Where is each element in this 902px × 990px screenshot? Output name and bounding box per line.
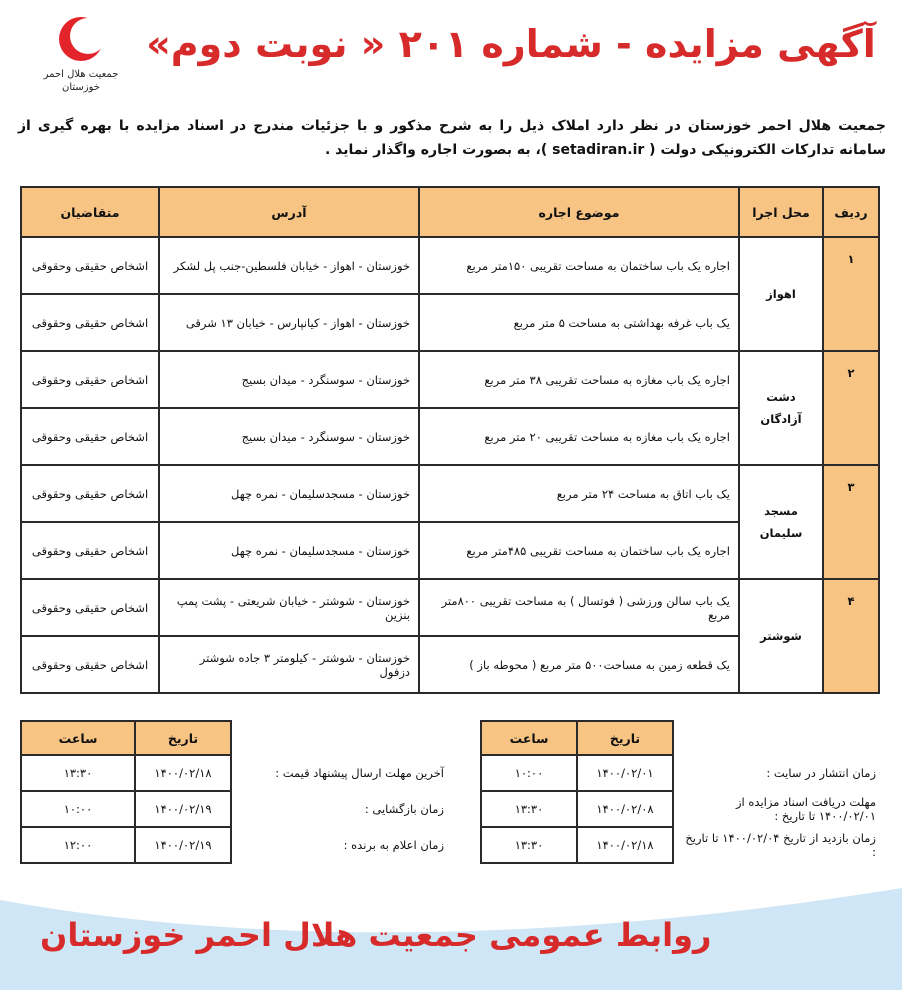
subject-cell: یک باب اتاق به مساحت ۲۴ متر مربع bbox=[419, 465, 739, 522]
header-address: آدرس bbox=[159, 187, 419, 237]
table-row bbox=[21, 579, 879, 636]
radif-cell: ۴ bbox=[823, 579, 879, 693]
address-cell: خوزستان - اهواز - خیابان فلسطین-جنب پل لشکر bbox=[159, 237, 419, 294]
logo bbox=[38, 14, 124, 94]
applicants-cell: اشخاص حقیقی وحقوقی bbox=[21, 636, 159, 693]
schedule-date-header: تاریخ bbox=[135, 721, 231, 755]
applicants-cell: اشخاص حقیقی وحقوقی bbox=[21, 408, 159, 465]
subject-cell: اجاره یک باب ساختمان به مساحت تقریبی ۴۸۵متر مربع bbox=[419, 522, 739, 579]
place-label-line2: آزادگان bbox=[760, 412, 802, 426]
schedule-date-header: تاریخ bbox=[577, 721, 673, 755]
schedule-row bbox=[21, 827, 450, 863]
radif-cell: ۲ bbox=[823, 351, 879, 465]
schedule-table-right bbox=[480, 720, 882, 864]
place-label-line2: سلیمان bbox=[759, 526, 803, 540]
address-cell: خوزستان - سوسنگرد - میدان بسیج bbox=[159, 351, 419, 408]
schedule-time: ۱۳:۳۰ bbox=[21, 755, 135, 791]
logo-org-line2: خوزستان bbox=[62, 82, 100, 93]
table-header-row bbox=[21, 187, 879, 237]
subject-cell: یک باب سالن ورزشی ( فوتسال ) به مساحت تقریبی ۸۰۰متر مربع bbox=[419, 579, 739, 636]
table-row bbox=[21, 351, 879, 408]
table-row bbox=[21, 465, 879, 522]
address-cell: خوزستان - اهواز - کیانپارس - خیابان ۱۳ شرقی bbox=[159, 294, 419, 351]
red-crescent-icon bbox=[56, 14, 106, 64]
schedule-time: ۱۲:۰۰ bbox=[21, 827, 135, 863]
place-cell bbox=[739, 579, 823, 693]
address-cell: خوزستان - مسجدسلیمان - نمره چهل bbox=[159, 522, 419, 579]
schedule-date: ۱۴۰۰/۰۲/۱۸ bbox=[135, 755, 231, 791]
schedule-header-row bbox=[481, 721, 882, 755]
schedule-time-header: ساعت bbox=[21, 721, 135, 755]
schedule-label: زمان بازدید از تاریخ ۱۴۰۰/۰۲/۰۴ تا تاریخ : bbox=[685, 831, 876, 859]
applicants-cell: اشخاص حقیقی وحقوقی bbox=[21, 294, 159, 351]
header-radif: ردیف bbox=[823, 187, 879, 237]
schedule-row bbox=[21, 755, 450, 791]
place-label: شوشتر bbox=[760, 629, 802, 643]
schedule-label: زمان انتشار در سایت : bbox=[766, 766, 876, 780]
schedule-row bbox=[21, 791, 450, 827]
schedule-header-row bbox=[21, 721, 450, 755]
applicants-cell: اشخاص حقیقی وحقوقی bbox=[21, 465, 159, 522]
schedule-date: ۱۴۰۰/۰۲/۱۹ bbox=[135, 791, 231, 827]
schedule-label: زمان اعلام به برنده : bbox=[343, 838, 444, 852]
subject-cell: اجاره یک باب ساختمان به مساحت تقریبی ۱۵۰متر مربع bbox=[419, 237, 739, 294]
schedule-blank-header bbox=[231, 721, 450, 755]
footer-text: روابط عمومی جمعیت هلال احمر خوزستان bbox=[40, 916, 712, 954]
schedule-row bbox=[481, 791, 882, 827]
schedule-date: ۱۴۰۰/۰۲/۰۸ bbox=[577, 791, 673, 827]
place-cell bbox=[739, 351, 823, 465]
schedule-time: ۱۰:۰۰ bbox=[21, 791, 135, 827]
auction-table bbox=[20, 186, 880, 694]
applicants-cell: اشخاص حقیقی وحقوقی bbox=[21, 237, 159, 294]
subject-cell: یک قطعه زمین به مساحت۵۰۰ متر مربع ( محوطه باز ) bbox=[419, 636, 739, 693]
schedule-time: ۱۰:۰۰ bbox=[481, 755, 577, 791]
address-cell: خوزستان - شوشتر - کیلومتر ۳ جاده شوشتر دزفول bbox=[159, 636, 419, 693]
radif-cell: ۳ bbox=[823, 465, 879, 579]
logo-org-line1: جمعیت هلال احمر bbox=[43, 69, 119, 80]
subject-cell: یک باب غرفه بهداشتی به مساحت ۵ متر مربع bbox=[419, 294, 739, 351]
intro-text: جمعیت هلال احمر خوزستان در نظر دارد املاک ذیل را به شرح مذکور و با جزئیات مندرج در اسناد مزایده با بهره گیری از سامانه تدارکات الکترونیکی دولت ( setadiran.ir )، به بصورت اجاره واگذار نماید . bbox=[18, 118, 886, 158]
page-title: آگهی مزایده - شماره ۲۰۱ « نوبت دوم» bbox=[146, 22, 876, 66]
header-subject: موضوع اجاره bbox=[419, 187, 739, 237]
schedule-label: زمان بازگشایی : bbox=[364, 802, 444, 816]
schedule-date: ۱۴۰۰/۰۲/۱۸ bbox=[577, 827, 673, 863]
radif-cell: ۱ bbox=[823, 237, 879, 351]
address-cell: خوزستان - مسجدسلیمان - نمره چهل bbox=[159, 465, 419, 522]
applicants-cell: اشخاص حقیقی وحقوقی bbox=[21, 351, 159, 408]
applicants-cell: اشخاص حقیقی وحقوقی bbox=[21, 579, 159, 636]
schedule-table-left bbox=[20, 720, 450, 864]
place-cell bbox=[739, 465, 823, 579]
place-label-line1: مسجد bbox=[764, 504, 798, 518]
schedule-date: ۱۴۰۰/۰۲/۰۱ bbox=[577, 755, 673, 791]
schedule-label: آخرین مهلت ارسال پیشنهاد قیمت : bbox=[275, 766, 444, 780]
schedule-blank-header bbox=[673, 721, 882, 755]
schedule-row bbox=[481, 755, 882, 791]
header-place: محل اجرا bbox=[739, 187, 823, 237]
schedule-time: ۱۳:۳۰ bbox=[481, 791, 577, 827]
place-label: اهواز bbox=[766, 287, 796, 301]
address-cell: خوزستان - سوسنگرد - میدان بسیج bbox=[159, 408, 419, 465]
header-applicants: متقاضیان bbox=[21, 187, 159, 237]
table-row bbox=[21, 237, 879, 294]
schedule-time: ۱۳:۳۰ bbox=[481, 827, 577, 863]
address-cell: خوزستان - شوشتر - خیابان شریعتی - پشت پمپ بنزین bbox=[159, 579, 419, 636]
subject-cell: اجاره یک باب مغازه به مساحت تقریبی ۳۸ متر مربع bbox=[419, 351, 739, 408]
schedule-label: مهلت دریافت اسناد مزایده از ۱۴۰۰/۰۲/۰۱ تا تاریخ : bbox=[736, 795, 876, 823]
place-label-line1: دشت bbox=[766, 390, 796, 404]
applicants-cell: اشخاص حقیقی وحقوقی bbox=[21, 522, 159, 579]
schedule-time-header: ساعت bbox=[481, 721, 577, 755]
schedule-row bbox=[481, 827, 882, 863]
subject-cell: اجاره یک باب مغازه به مساحت تقریبی ۲۰ متر مربع bbox=[419, 408, 739, 465]
schedule-date: ۱۴۰۰/۰۲/۱۹ bbox=[135, 827, 231, 863]
place-cell bbox=[739, 237, 823, 351]
